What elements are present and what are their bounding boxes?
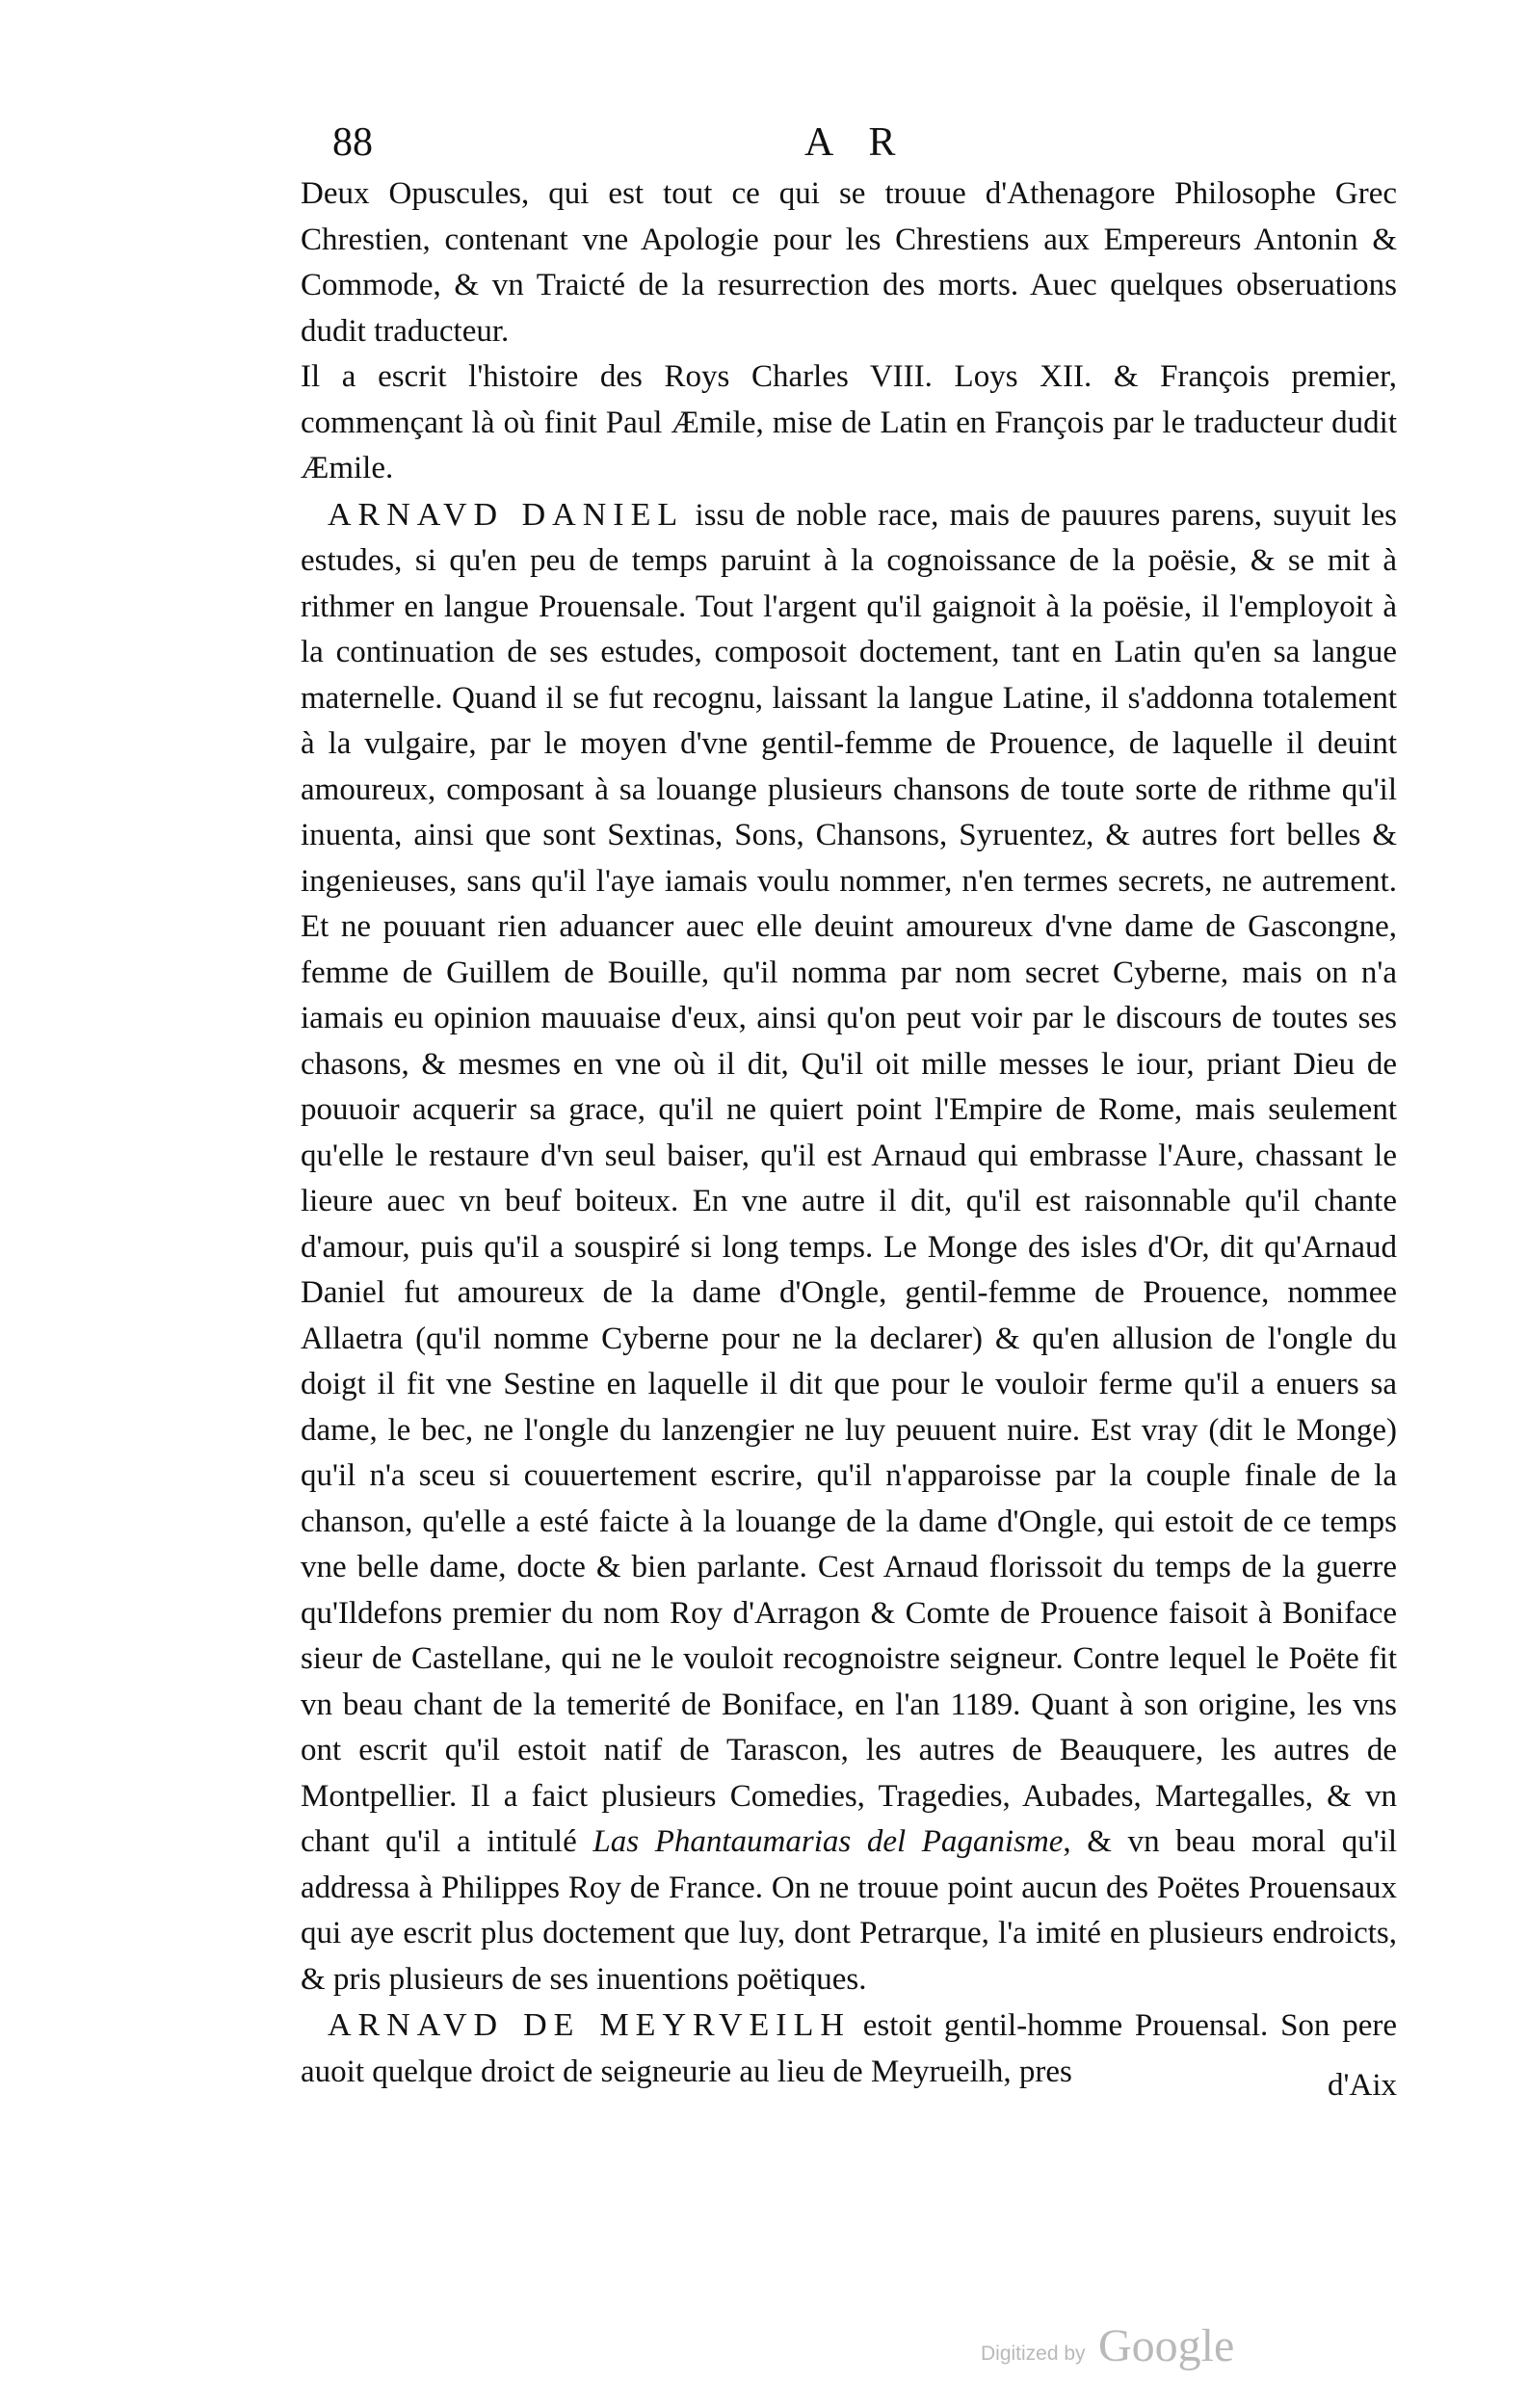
entry-name-arnaud-de-meyrveilh: ARNAVD DE MEYRVEILH — [328, 2007, 851, 2043]
entry-name-arnaud-daniel: ARNAVD DANIEL — [328, 496, 685, 533]
page-header — [332, 114, 1411, 171]
body-text — [301, 171, 1397, 2095]
catchword: d'Aix — [1328, 2068, 1397, 2103]
page-number: 88 — [332, 120, 373, 165]
paragraph-athenagore: Deux Opuscules, qui est tout ce qui se trouue d'Athenagore Philosophe Grec Chrestien, contenant vne Apologie pour les Chrestiens aux Empereurs Antonin & Commode, & vn Traicté de la resurrection des morts. Auec quelques obseruations dudit traducteur. — [301, 176, 1397, 349]
entry-text-arnaud-daniel: issu de noble race, mais de pauures parens, suyuit les estudes, si qu'en peu de temps paruint à la cognoissance de la poësie, & se mit à rithmer en langue Prouensale. Tout l'argent qu'il gaignoit à la poësie, il l'employoit à la continuation de ses estudes, composoit doctement, tant en Latin qu'en sa langue maternelle. Quand il se fut recognu, laissant la langue Latine, il s'addonna totalement à la vulgaire, par le moyen d'vne gentil-femme de Prouence, de laquelle il deuint amoureux, composant à sa louange plusieurs chansons de toute sorte de rithme qu'il inuenta, ainsi que sont Sextinas, Sons, Chansons, Syruentez, & autres fort belles & ingenieuses, sans qu'il l'aye iamais voulu nommer, n'en termes secrets, ne autrement. Et ne pouuant rien aduancer auec elle deuint amoureux d'vne dame de Gascongne, femme de Guillem de Bouille, qu'il nomma par nom secret Cyberne, mais on n'a iamais eu opinion mauuaise d'eux, ainsi qu'on peut voir par le discours de toutes ses chasons, & mesmes en vne où il dit, Qu'il oit mille messes le iour, priant Dieu de pouuoir acquerir sa grace, qu'il ne quiert point l'Empire de Rome, mais seulement qu'elle le restaure d'vn seul baiser, qu'il est Arnaud qui embrasse l'Aure, chassant le lieure auec vn beuf boiteux. En vne autre il dit, qu'il est raisonnable qu'il chante d'amour, puis qu'il a souspiré si long temps. Le Monge des isles d'Or, dit qu'Arnaud Daniel fut amoureux de la dame d'Ongle, gentil-femme de Prouence, nommee Allaetra (qu'il nomme Cyberne pour ne la declarer) & qu'en allusion de l'ongle du doigt il fit vne Sestine en laquelle il dit que pour le vouloir ferme qu'il a enuers sa dame, le bec, ne l'ongle du lanzengier ne luy peuuent nuire. Est vray (dit le Monge) qu'il n'a sceu si couuertement escrire, qu'il n'apparoisse par la couple finale de la chanson, qu'elle a esté faicte à la louange de la dame d'Ongle, qui estoit de ce temps vne belle dame, docte & bien parlante. Cest Arnaud florissoit du temps de la guerre qu'Ildefons premier du nom Roy d'Arragon & Comte de Prouence faisoit à Boniface sieur de Castellane, qui ne le vouloit recognoistre seigneur. Contre lequel le Poëte fit vn beau chant de la temerité de Boniface, en l'an 1189. Quant à son origine, les vns ont escrit qu'il estoit natif de Tarascon, les autres de Beauquere, les autres de Montpellier. Il a faict plusieurs Comedies, Tragedies, Aubades, Martegalles, & vn chant qu'il a intitulé — [301, 497, 1397, 1859]
digitized-by-label: Digitized by — [981, 2343, 1086, 2365]
entry-text-arnaud-daniel-end: , & vn beau moral qu'il addressa à Philippes Roy de France. On ne trouue point aucun des Poëtes Prouensaux qui aye escrit plus doctement que luy, dont Petrarque, l'a imité en plusieurs endroicts, & pris plusieurs de ses inuentions poëtiques. — [301, 1824, 1398, 1997]
google-watermark — [981, 2319, 1289, 2377]
entry-arnaud-daniel — [301, 492, 1397, 2003]
entry-text-arnaud-de-meyrveilh: estoit gentil-homme Prouensal. Son pere auoit quelque droict de seigneurie au lieu de Meyrueilh, pres — [301, 2008, 1397, 2089]
paragraph-histoire-roys: Il a escrit l'histoire des Roys Charles VIII. Loys XII. & François premier, commençant là où finit Paul Æmile, mise de Latin en François par le traducteur dudit Æmile. — [301, 359, 1397, 485]
google-logo: Google — [1098, 2320, 1235, 2371]
entry-arnaud-de-meyrveilh — [301, 2002, 1397, 2095]
italic-title-phantaumarias: Las Phantaumarias del Paganisme — [592, 1824, 1064, 1859]
running-head: A R — [804, 120, 909, 165]
